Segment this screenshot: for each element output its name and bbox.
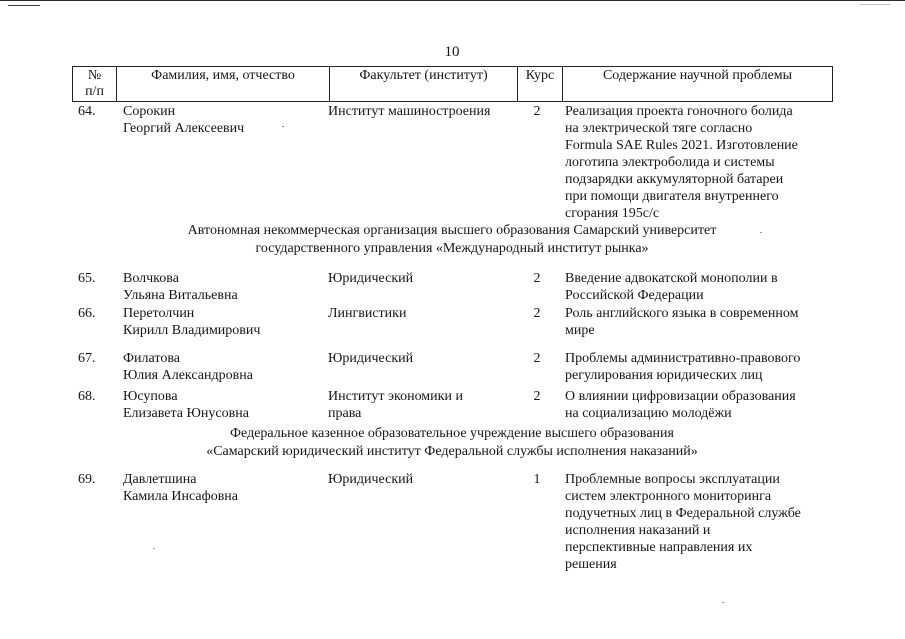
entry-faculty: Юридический: [328, 472, 414, 487]
table-header: [72, 66, 833, 102]
entry-number: 66.: [78, 306, 96, 321]
scan-speck: [153, 548, 155, 549]
entry-topic: Проблемные вопросы эксплуатации систем электронного мониторинга подучетных лиц в Федеральной службе исполнения наказаний и перспективные направления их решения: [565, 472, 801, 572]
entry-course: 2: [533, 306, 541, 321]
scan-speck: [722, 602, 724, 603]
scan-speck: [282, 126, 284, 127]
entry-full-name: Филатова Юлия Александровна: [123, 351, 253, 383]
entry-course: 2: [533, 271, 541, 286]
entry-number: 68.: [78, 389, 96, 404]
entry-faculty: Юридический: [328, 351, 414, 366]
entry-number: 67.: [78, 351, 96, 366]
entry-full-name: Волчкова Ульяна Витальевна: [123, 271, 238, 303]
header-course: Курс: [518, 67, 563, 102]
entry-number: 64.: [78, 104, 96, 119]
entry-number: 65.: [78, 271, 96, 286]
header-number: № п/п: [73, 67, 117, 102]
entry-faculty: Лингвистики: [328, 306, 407, 321]
header-topic: Содержание научной проблемы: [563, 67, 833, 102]
entry-course: 2: [533, 389, 541, 404]
entry-topic: Проблемы административно-правового регулирования юридических лиц: [565, 351, 801, 383]
entry-number: 69.: [78, 472, 96, 487]
entry-faculty: Институт экономики и права: [328, 389, 463, 421]
organization-heading: Автономная некоммерческая организация высшего образования Самарский университет государственного управления «Международный институт рынка»: [187, 223, 717, 256]
header-full-name: Фамилия, имя, отчество: [117, 67, 330, 102]
scan-edge-line: [0, 0, 905, 1]
scan-speck: [760, 232, 762, 233]
entry-course: 2: [533, 351, 541, 366]
organization-heading: Федеральное казенное образовательное учреждение высшего образования «Самарский юридический институт Федеральной службы исполнения наказаний»: [206, 426, 698, 459]
entry-topic: О влиянии цифровизации образования на социализацию молодёжи: [565, 389, 796, 421]
entry-full-name: Давлетшина Камила Инсафовна: [123, 472, 239, 504]
header-faculty: Факультет (институт): [330, 67, 518, 102]
entry-faculty: Юридический: [328, 271, 414, 286]
entry-topic: Введение адвокатской монополии в Российской Федерации: [565, 271, 778, 303]
entry-full-name: Перетолчин Кирилл Владимирович: [123, 306, 261, 338]
entry-full-name: Юсупова Елизавета Юнусовна: [123, 389, 249, 421]
entry-course: 2: [533, 104, 541, 119]
scan-artifact: [860, 4, 890, 5]
entry-faculty: Институт машиностроения: [328, 104, 491, 119]
entry-course: 1: [533, 472, 541, 487]
scan-artifact: [8, 5, 40, 6]
entry-full-name: Сорокин Георгий Алексеевич: [123, 104, 245, 136]
entry-topic: Роль английского языка в современном мире: [565, 306, 799, 338]
page-number: 10: [444, 44, 460, 60]
entry-topic: Реализация проекта гоночного болида на электрической тяге согласно Formula SAE Rules 2021. Изготовление логотипа электроболида и системы подзарядки аккумуляторной батареи при помощи двигателя внутреннего сгорания 195с/с: [565, 104, 798, 221]
